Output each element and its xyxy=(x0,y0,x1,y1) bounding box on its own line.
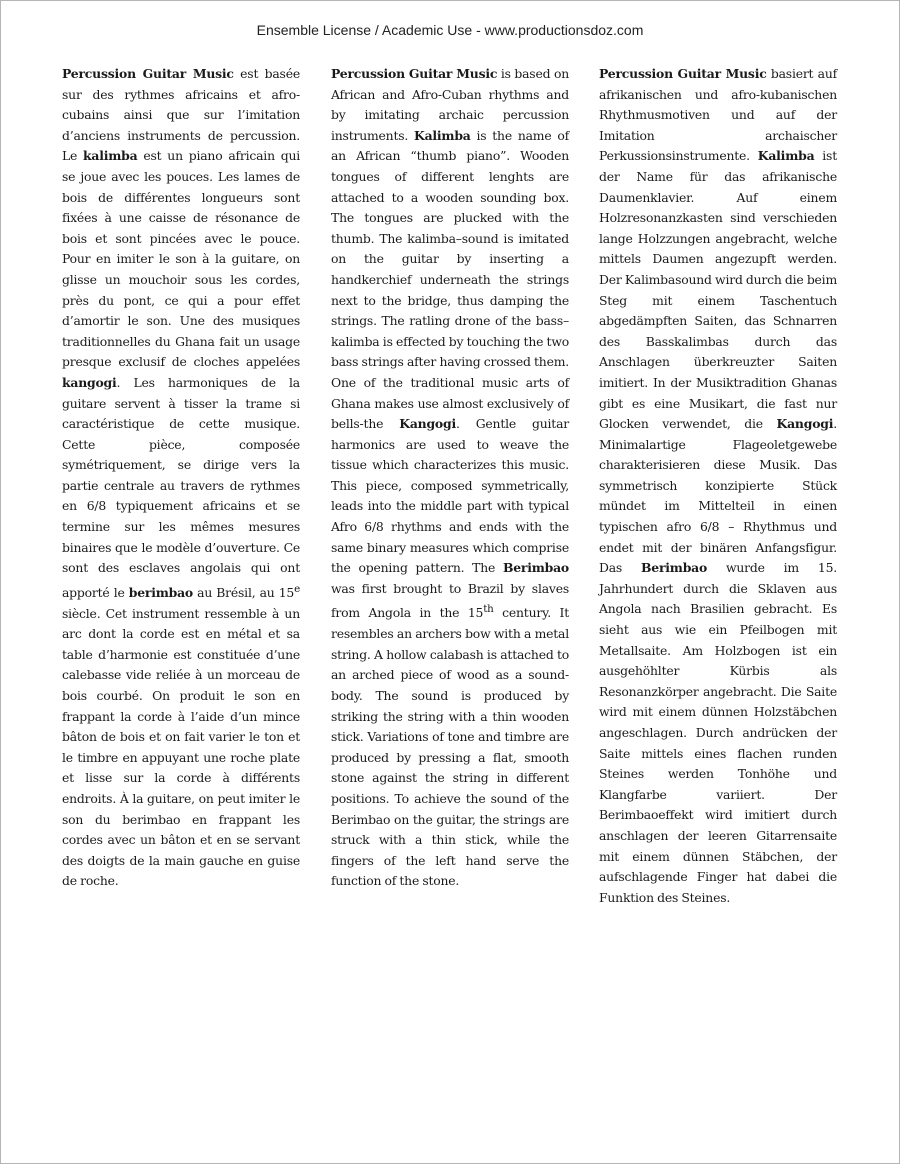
text-run: was first brought to Brazil by slaves from Angola in the 15 xyxy=(331,580,569,621)
text-run: ist der Name für das afrikanische Daumenklavier. Auf einem Holzresonanzkasten sind verschieden lange Holzzungen angebracht, welche mittels Daumen angezupft werden. Der Kalimbasound wird durch die beim Steg mit einem Taschentuch abgedämpften Saiten, das Schnarren des Basskalimbas durch das Anschlagen überkreuzter Saiten imitiert. In der Musiktradition Ghanas gibt es eine Musikart, die fast nur Glocken verwendet, die xyxy=(599,148,837,432)
text-run: est un piano africain qui se joue avec les pouces. Les lames de bois de différentes longueurs sont fixées à une caisse de résonance de bois et sont pincées avec le pouce. Pour en imiter le son à la guitare, on glisse un mouchoir sous les cordes, près du pont, ce qui a pour effet d’amortir le son. Une des musiques traditionnelles du Ghana fait un usage presque exclusif de cloches appelées xyxy=(62,148,300,370)
term-kalimba: kalimba xyxy=(83,148,138,164)
term-berimbao: Berimbao xyxy=(502,560,569,576)
term-kangogi: Kangogi xyxy=(776,416,834,432)
term-kangogi: kangogi xyxy=(62,374,117,390)
paragraph-english xyxy=(331,64,569,892)
text-run: est basée sur des rythmes africains et afro-cubains ainsi que sur l’imitation d’anciens instruments de percussion. Le xyxy=(62,66,300,164)
term-kangogi: Kangogi xyxy=(399,416,456,432)
paragraph-french xyxy=(62,64,300,892)
paragraph-german xyxy=(599,64,837,908)
column-german xyxy=(599,64,837,908)
superscript: e xyxy=(294,582,300,595)
text-run: wurde im 15. Jahrhundert durch die Sklaven aus Angola nach Brasilien gebracht. Es sieht aus wie ein Pfeilbogen mit Metallsaite. Am Holzbogen ist ein ausgehöhlter Kürbis als Resonanzkörper angebracht. Die Saite wird mit einem dünnen Holzstäbchen angeschlagen. Durch andrücken der Saite mittels eines flachen runden Steines werden Tonhöhe und Klangfarbe variiert. Der Berimbaoeffekt wird imitiert durch anschlagen der leeren Gitarrensaite mit einem dünnen Stäbchen, der aufschlagende Finger hat dabei die Funktion des Steines. xyxy=(599,560,837,905)
text-run: au Brésil, au 15 xyxy=(193,584,295,600)
text-run: . Minimalartige Flageoletgewebe charakterisieren diese Musik. Das symmetrisch konzipierte Stück mündet im Mittelteil in einen typischen afro 6/8 – Rhythmus und endet mit der binären Anfangsfigur. Das xyxy=(599,416,837,576)
title-bold: Percussion Guitar Music xyxy=(62,66,234,81)
superscript: th xyxy=(483,603,494,616)
term-berimbao: Berimbao xyxy=(641,560,708,576)
column-french xyxy=(62,64,300,892)
text-run: . Les harmoniques de la guitare servent à tisser la trame si caractéristique de cette musique. Cette pièce, composée symétriquement, se dirige vers la partie centrale au travers de rythmes en 6/8 typiquement africains et se termine sur les mêmes mesures binaires que le modèle d’ouverture. Ce sont des esclaves angolais qui ont apporté le xyxy=(62,374,300,600)
term-kalimba: Kalimba xyxy=(414,127,471,143)
title-bold: Percussion Guitar Music xyxy=(599,66,767,81)
term-kalimba: Kalimba xyxy=(757,148,815,164)
text-run: century. It resembles an archers bow with a metal string. A hollow calabash is attached to an arched piece of wood as a sound-body. The sound is produced by striking the string with a thin wooden stick. Variations of tone and timbre are produced by pressing a flat, smooth stone against the string in different positions. To achieve the sound of the Berimbao on the guitar, the strings are struck with a thin stick, while the fingers of the left hand serve the function of the stone. xyxy=(331,605,569,889)
text-run: is based on African and Afro-Cuban rhythms and by imitating archaic percussion instruments. xyxy=(331,66,570,143)
term-berimbao: berimbao xyxy=(128,584,193,600)
text-run: siècle. Cet instrument ressemble à un arc dont la corde est en métal et sa table d’harmonie est constituée d’une calebasse vide reliée à un morceau de bois courbé. On produit le son en frappant la corde à l’aide d’un mince bâton de bois et on fait varier le ton et le timbre en appuyant une roche plate et lisse sur la corde à différents endroits. À la guitare, on peut imiter le son du berimbao en frappant les cordes avec un bâton et en se servant des doigts de la main gauche en guise de roche. xyxy=(62,605,300,889)
title-bold: Percussion Guitar Music xyxy=(331,66,498,81)
text-run: . Gentle guitar harmonics are used to weave the tissue which characterizes this music. This piece, composed symmetrically, leads into the middle part with typical Afro 6/8 rhythms and ends with the same binary measures which comprise the opening pattern. The xyxy=(331,416,569,576)
text-run: basiert auf afrikanischen und afro-kubanischen Rhythmusmotiven und auf der Imitation archaischer Perkussionsinstrumente. xyxy=(599,66,837,164)
license-header: Ensemble License / Academic Use - www.productionsdoz.com xyxy=(256,22,644,38)
column-english xyxy=(331,64,569,892)
text-run: is the name of an African “thumb piano”. Wooden tongues of different lenghts are attached to a wooden sounding box. The tongues are plucked with the thumb. The kalimba–sound is imitated on the guitar by inserting a handkerchief underneath the strings next to the bridge, thus damping the strings. The ratling drone of the bass–kalimba is effected by touching the two bass strings after having crossed them. One of the traditional music arts of Ghana makes use almost exclusively of bells-the xyxy=(331,127,569,432)
